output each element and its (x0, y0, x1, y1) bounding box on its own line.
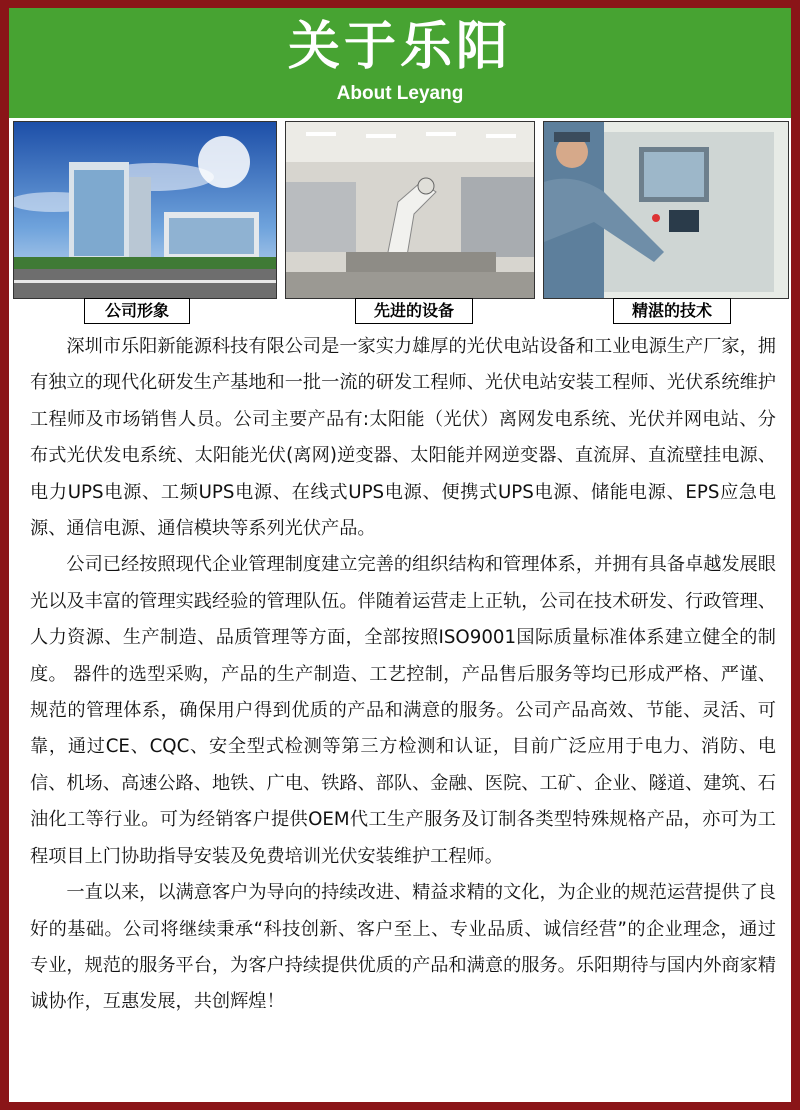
engineer-control-panel-photo (543, 121, 789, 299)
caption-superb-technology: 精湛的技术 (613, 298, 731, 324)
page-subtitle: About Leyang (336, 83, 464, 104)
page-frame (9, 8, 791, 1102)
caption-advanced-equipment: 先进的设备 (355, 298, 473, 324)
robot-arm-factory-photo (285, 121, 535, 299)
paragraph-company-intro: 深圳市乐阳新能源科技有限公司是一家实力雄厚的光伏电站设备和工业电源生产厂家，拥有独立的现代化研发生产基地和一批一流的研发工程师、光伏电站安装工程师、光伏系统维护工程师及市场销售人员。公司主要产品有:太阳能（光伏）离网发电系统、光伏并网电站、分布式光伏发电系统、太阳能光伏(离网)逆变器、太阳能并网逆变器、直流屏、直流壁挂电源、电力UPS电源、工频UPS电源、在线式UPS电源、便携式UPS电源、储能电源、EPS应急电源、通信电源、通信模块等系列光伏产品。 (30, 336, 776, 540)
office-building-photo (13, 121, 277, 299)
header-banner (9, 8, 791, 118)
about-body (30, 329, 776, 1021)
page-title: 关于乐阳 (287, 17, 512, 77)
caption-company-image: 公司形象 (84, 298, 190, 324)
paragraph-management: 公司已经按照现代企业管理制度建立完善的组织结构和管理体系，并拥有具备卓越发展眼光以及丰富的管理实践经验的管理队伍。伴随着运营走上正轨，公司在技术研发、行政管理、人力资源、生产制造、品质管理等方面，全部按照ISO9001国际质量标准体系建立健全的制度。 器件的选型采购，产品的生产制造、工艺控制，产品售后服务等均已形成严格、严谨、规范的管理体系，确保用户得到优质的产品和满意的服务。公司产品高效、节能、灵活、可靠，通过CE、CQC、安全型式检测等第三方检测和认证，目前广泛应用于电力、消防、电信、机场、高速公路、地铁、广电、铁路、部队、金融、医院、工矿、企业、隧道、建筑、石油化工等行业。可为经销客户提供OEM代工生产服务及订制各类型特殊规格产品，亦可为工程项目上门协助指导安装及免费培训光伏安装维护工程师。 (30, 554, 776, 867)
paragraph-philosophy: 一直以来，以满意客户为导向的持续改进、精益求精的文化，为企业的规范运营提供了良好的基础。公司将继续秉承“科技创新、客户至上、专业品质、诚信经营”的企业理念，通过专业，规范的服务平台，为客户持续提供优质的产品和满意的服务。乐阳期待与国内外商家精诚协作，互惠发展，共创辉煌！ (30, 882, 776, 1013)
